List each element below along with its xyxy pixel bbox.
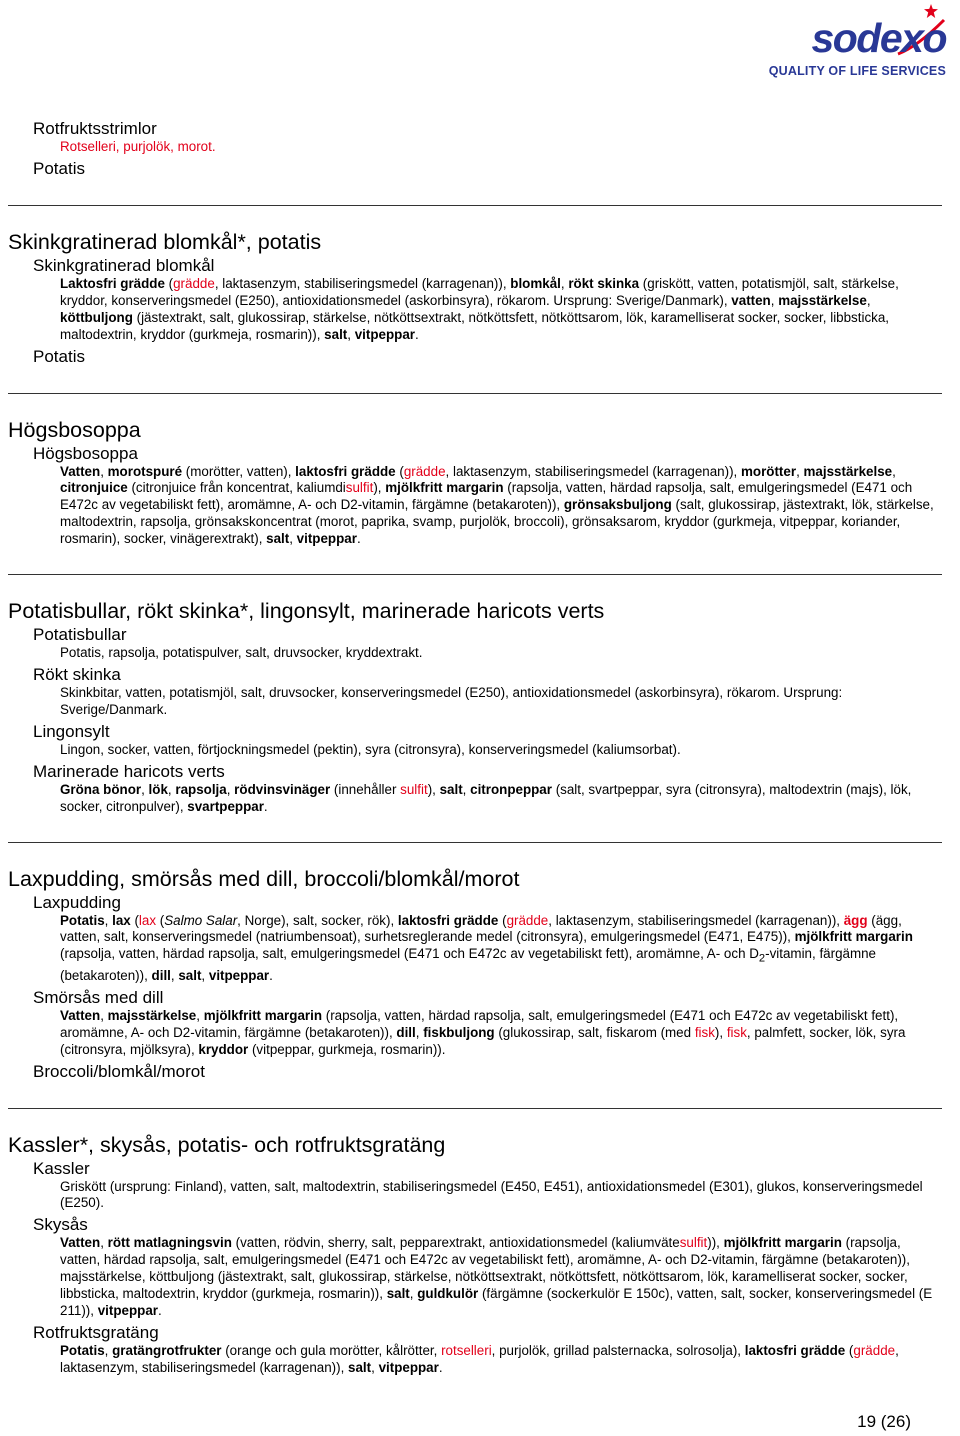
ingredient-text: , bbox=[462, 781, 471, 797]
ingredient-text: (färgämne (sockerkulör E 150c), vatten, salt, socker, konserveringsmedel (E 211)), bbox=[60, 1286, 933, 1318]
ingredient-text: rökt skinka bbox=[568, 275, 640, 291]
ingredient-text: ), bbox=[373, 480, 386, 496]
ingredient-text: ( bbox=[395, 463, 404, 479]
ingredient-text: , bbox=[170, 967, 179, 983]
section-divider bbox=[8, 205, 942, 206]
ingredient-text: , bbox=[415, 1024, 424, 1040]
ingredient-text: fiskbuljong bbox=[423, 1024, 495, 1040]
ingredient-text: , bbox=[770, 292, 779, 308]
ingredient-text: (ägg, vatten, salt, konserveringsmedel (natriumbensoat), surhetsreglerande medel (citronsyra), emulgeringsmedel (E471, E475)), bbox=[60, 912, 902, 945]
component-name: Skinkgratinerad blomkål bbox=[33, 255, 215, 275]
ingredient-list bbox=[0, 1235, 960, 1320]
ingredient-text: salt bbox=[439, 781, 463, 797]
ingredient-text: (rapsolja, vatten, härdad rapsolja, salt, emulgeringsmedel (E471 och E472c av vegetabiliskt fett), aromämne, A- och D2-vitamin, färgämne (betakaroten)), majsstärkelse, köttbuljong (jästextrakt, salt, glukossirap, stärkelse, nötköttsextrakt, nötköttsfett, nötköttsarom, lök, karamelliserat socker, socker, libbsticka, maltodextrin, kryddor (gurkmeja, rosmarin)), bbox=[60, 1235, 910, 1302]
component-name: Smörsås med dill bbox=[33, 987, 164, 1007]
ingredient-text: , bbox=[892, 463, 896, 479]
ingredient-text: dill bbox=[396, 1024, 416, 1040]
menu-section bbox=[0, 574, 960, 815]
component-name: Broccoli/blomkål/morot bbox=[33, 1061, 205, 1081]
ingredient-text: morotspuré bbox=[107, 463, 183, 479]
ingredient-text: mjölkfritt margarin bbox=[723, 1235, 842, 1251]
component-name: Högsbosoppa bbox=[33, 443, 138, 463]
ingredient-text: salt bbox=[324, 326, 348, 342]
ingredient-text: ), bbox=[427, 781, 440, 797]
allergen-text: ägg bbox=[843, 912, 868, 928]
sodexo-logo bbox=[768, 4, 950, 80]
ingredient-text: (vatten, rödvin, sherry, salt, pepparextrakt, antioxidationsmedel (kaliumväte bbox=[231, 1235, 680, 1251]
ingredient-text: (citronjuice från koncentrat, kaliumdi bbox=[127, 480, 346, 496]
allergen-text: fisk bbox=[694, 1024, 715, 1040]
component-name: Rökt skinka bbox=[33, 664, 121, 684]
ingredient-text: (salt, svartpeppar, syra (citronsyra), maltodextrin (majs), lök, socker, citronpulver), bbox=[60, 781, 912, 814]
ingredient-text: grönsaksbuljong bbox=[563, 497, 672, 513]
ingredient-text: vitpeppar bbox=[378, 1359, 439, 1375]
ingredient-text: . bbox=[158, 1302, 162, 1318]
allergen-text: grädde bbox=[853, 1342, 896, 1358]
dish-title: Högsbosoppa bbox=[8, 417, 141, 442]
ingredient-text: , bbox=[196, 1007, 204, 1023]
ingredient-text: , bbox=[371, 1359, 379, 1375]
ingredient-text: Potatis bbox=[60, 1342, 105, 1358]
ingredient-text: Gröna bönor bbox=[60, 781, 142, 797]
ingredient-text: , purjolök, grillad palsternacka, solrosolja), bbox=[491, 1342, 745, 1358]
ingredient-text: mjölkfritt margarin bbox=[794, 929, 913, 945]
ingredient-text: Lingon, socker, vatten, förtjockningsmedel (pektin), syra (citronsyra), konserveringsmedel (kaliumsorbat). bbox=[60, 741, 681, 757]
component-name: Potatisbullar bbox=[33, 625, 127, 645]
ingredient-text: . bbox=[438, 1359, 443, 1375]
ingredient-text: , bbox=[409, 1286, 418, 1302]
ingredient-list bbox=[0, 645, 960, 662]
ingredient-text: Potatis, rapsolja, potatispulver, salt, druvsocker, kryddextrakt. bbox=[60, 645, 423, 661]
ingredient-text: (morötter, vatten), bbox=[182, 463, 296, 479]
component-name: Skysås bbox=[33, 1215, 88, 1235]
component-name: Potatis bbox=[33, 158, 85, 178]
ingredient-text: , bbox=[100, 463, 108, 479]
ingredient-list bbox=[0, 742, 960, 759]
ingredient-text: vitpeppar bbox=[354, 326, 415, 342]
ingredient-text: mjölkfritt margarin bbox=[203, 1007, 323, 1023]
ingredient-text: Vatten bbox=[60, 1235, 101, 1251]
menu-section bbox=[0, 205, 960, 367]
ingredient-text: Vatten bbox=[60, 1007, 101, 1023]
ingredient-text: (rapsolja, vatten, härdad rapsolja, salt, emulgeringsmedel (E471 och E472c av vegetabiliskt fett), aromämne, A- och D2-vitamin, färgämne (betakaroten)), bbox=[60, 480, 913, 513]
ingredient-text: (glukossirap, salt, fiskarom (med bbox=[494, 1024, 695, 1040]
dish-title: Potatisbullar, rökt skinka*, lingonsylt, marinerade haricots verts bbox=[8, 599, 605, 624]
allergen-text: grädde bbox=[403, 463, 446, 479]
ingredient-text: , laktasenzym, stabiliseringsmedel (karragenan)), bbox=[548, 912, 844, 928]
allergen-text: sulfit bbox=[679, 1235, 708, 1251]
ingredient-list bbox=[0, 685, 960, 719]
ingredient-text: salt bbox=[266, 531, 290, 547]
ingredient-text: -vitamin, färgämne (betakaroten)), bbox=[60, 946, 877, 983]
ingredient-text: svartpeppar bbox=[187, 798, 264, 814]
ingredient-text: , bbox=[104, 912, 113, 928]
ingredient-text: vitpeppar bbox=[296, 531, 357, 547]
ingredient-text: mjölkfritt margarin bbox=[385, 480, 504, 496]
dish-title: Kassler*, skysås, potatis- och rotfruktsgratäng bbox=[8, 1132, 446, 1157]
ingredient-list bbox=[0, 276, 960, 344]
ingredient-text: Vatten bbox=[60, 463, 101, 479]
ingredient-text: (orange och gula morötter, kålrötter, bbox=[221, 1342, 442, 1358]
ingredient-text: vatten bbox=[731, 292, 771, 308]
allergen-text: grädde bbox=[506, 912, 549, 928]
ingredient-text: vitpeppar bbox=[208, 967, 270, 983]
ingredient-text: gratängrotfrukter bbox=[112, 1342, 222, 1358]
ingredient-text: , bbox=[201, 967, 209, 983]
ingredient-list bbox=[0, 464, 960, 549]
menu-content bbox=[0, 118, 960, 1379]
component-name: Laxpudding bbox=[33, 892, 121, 912]
allergen-text: fisk bbox=[726, 1024, 747, 1040]
ingredient-text: (rapsolja, vatten, härdad rapsolja, salt, emulgeringsmedel (E471 och E472c av vegetabiliskt fett), aromämne, A- och D bbox=[60, 946, 759, 962]
allergen-text: lax bbox=[138, 912, 157, 928]
menu-section bbox=[0, 393, 960, 549]
ingredient-text: . bbox=[269, 967, 273, 983]
brand-name: sodexo bbox=[811, 15, 946, 61]
component-name: Rotfruktsgratäng bbox=[33, 1322, 159, 1342]
ingredient-list bbox=[0, 139, 960, 156]
ingredient-text: , bbox=[289, 531, 297, 547]
menu-section bbox=[0, 1108, 960, 1377]
allergen-text: grädde bbox=[173, 275, 215, 291]
allergen-text: sulfit bbox=[345, 480, 374, 496]
ingredient-list bbox=[0, 1343, 960, 1377]
ingredient-text: Laktosfri grädde bbox=[60, 275, 165, 291]
allergen-text: Rotselleri, purjolök, morot. bbox=[60, 139, 216, 154]
ingredient-text: , bbox=[560, 275, 569, 291]
component-name: Rotfruktsstrimlor bbox=[33, 119, 157, 138]
ingredient-text: (vitpeppar, gurkmeja, rosmarin)). bbox=[248, 1041, 446, 1057]
section-divider bbox=[8, 393, 942, 394]
ingredient-text: , bbox=[796, 463, 804, 479]
ingredient-text: (salt, glukossirap, jästextrakt, lök, stärkelse, maltodextrin, rapsolja, grönsakskoncentrat (morot, paprika, svamp, purjolök, broccoli), grönsaksarom, kryddor (gurkmeja, vitpeppar, koriander, rosmarin), socker, vinägerextrakt), bbox=[60, 497, 934, 547]
ingredient-text: ( bbox=[156, 912, 165, 928]
ingredient-text: laktosfri grädde bbox=[744, 1342, 846, 1358]
ingredient-text: , bbox=[100, 1007, 108, 1023]
ingredient-text: , bbox=[104, 1342, 113, 1358]
ingredient-text: , laktasenzym, stabiliseringsmedel (karragenan)), bbox=[60, 1342, 899, 1375]
section-divider bbox=[8, 842, 942, 843]
ingredient-text: lax bbox=[112, 912, 131, 928]
ingredient-text: , bbox=[226, 781, 235, 797]
ingredient-text: , bbox=[141, 781, 149, 797]
ingredient-text: , bbox=[347, 326, 355, 342]
ingredient-list bbox=[0, 782, 960, 816]
ingredient-text: 2 bbox=[758, 952, 766, 965]
brand-tagline: QUALITY OF LIFE SERVICES bbox=[768, 64, 946, 78]
component-name: Marinerade haricots verts bbox=[33, 761, 225, 781]
ingredient-text: )), bbox=[707, 1235, 724, 1251]
component-name: Potatis bbox=[33, 346, 85, 366]
ingredient-text: , bbox=[100, 1235, 108, 1251]
ingredient-list bbox=[0, 913, 960, 985]
ingredient-text: dill bbox=[151, 967, 171, 983]
ingredient-text: , laktasenzym, stabiliseringsmedel (karragenan)), bbox=[214, 275, 511, 291]
allergen-text: rotselleri bbox=[441, 1342, 492, 1358]
section-divider bbox=[8, 574, 942, 575]
ingredient-text: blomkål bbox=[510, 275, 561, 291]
ingredient-text: majsstärkelse bbox=[107, 1007, 197, 1023]
ingredient-list bbox=[0, 1179, 960, 1213]
ingredient-text: , bbox=[866, 292, 871, 308]
ingredient-text: . bbox=[356, 531, 361, 547]
ingredient-text: kryddor bbox=[198, 1041, 249, 1057]
ingredient-text: Skinkbitar, vatten, potatismjöl, salt, druvsocker, konserveringsmedel (E250), antioxidationsmedel (askorbinsyra), rökarom. Ursprung: Sverige/Danmark. bbox=[60, 684, 843, 717]
ingredient-text: lök bbox=[148, 781, 168, 797]
ingredient-text: köttbuljong bbox=[60, 309, 133, 325]
ingredient-text: ( bbox=[164, 275, 174, 291]
ingredient-text: majsstärkelse bbox=[803, 463, 893, 479]
ingredient-text: vitpeppar bbox=[97, 1302, 158, 1318]
dish-title: Skinkgratinerad blomkål*, potatis bbox=[8, 229, 322, 254]
ingredient-text: salt bbox=[178, 967, 202, 983]
ingredient-text: ), bbox=[714, 1024, 727, 1040]
ingredient-text: Griskött (ursprung: Finland), vatten, salt, maltodextrin, stabiliseringsmedel (E450, E451), antioxidationsmedel (E301), glukos, konserveringsmedel (E250). bbox=[60, 1178, 923, 1211]
ingredient-list bbox=[0, 1008, 960, 1059]
component-name: Kassler bbox=[33, 1158, 90, 1178]
ingredient-text: (innehåller bbox=[330, 781, 401, 797]
ingredient-text: citronjuice bbox=[60, 480, 128, 496]
dish-title: Laxpudding, smörsås med dill, broccoli/blomkål/morot bbox=[8, 866, 520, 891]
ingredient-text: ( bbox=[130, 912, 139, 928]
ingredient-text: (griskött, vatten, potatismjöl, salt, stärkelse, kryddor, konserveringsmedel (E250), antioxidationsmedel (askorbinsyra), rökarom. Ursprung: Sverige/Danmark), bbox=[60, 275, 899, 308]
ingredient-text: laktosfri grädde bbox=[295, 463, 396, 479]
ingredient-text: laktosfri grädde bbox=[397, 912, 499, 928]
ingredient-text: ( bbox=[498, 912, 507, 928]
ingredient-text: Salmo Salar bbox=[164, 912, 238, 928]
menu-section bbox=[0, 118, 960, 179]
ingredient-text: , palmfett, socker, lök, syra (citronsyra, mjölksyra), bbox=[60, 1024, 906, 1057]
ingredient-text: morötter bbox=[741, 463, 797, 479]
component-name: Lingonsylt bbox=[33, 721, 110, 741]
ingredient-text: . bbox=[414, 326, 419, 342]
ingredient-text: majsstärkelse bbox=[778, 292, 867, 308]
section-divider bbox=[8, 1108, 942, 1109]
ingredient-text: ( bbox=[845, 1342, 854, 1358]
ingredient-text: , Norge), salt, socker, rök), bbox=[237, 912, 398, 928]
ingredient-text: citronpeppar bbox=[470, 781, 552, 797]
ingredient-text: rött matlagningsvin bbox=[107, 1235, 232, 1251]
ingredient-text: . bbox=[263, 798, 268, 814]
ingredient-text: (jästextrakt, salt, glukossirap, stärkelse, nötköttsextrakt, nötköttsfett, nötköttsarom, lök, karamelliserat socker, socker, libbsticka, maltodextrin, kryddor (gurkmeja, rosmarin)), bbox=[60, 309, 890, 342]
ingredient-text: , laktasenzym, stabiliseringsmedel (karragenan)), bbox=[445, 463, 741, 479]
ingredient-text: Potatis bbox=[60, 912, 105, 928]
ingredient-text: guldkulör bbox=[417, 1286, 479, 1302]
ingredient-text: , bbox=[167, 781, 176, 797]
ingredient-text: salt bbox=[386, 1286, 410, 1302]
ingredient-text: rödvinsvinäger bbox=[234, 781, 331, 797]
ingredient-text: (rapsolja, vatten, härdad rapsolja, salt, emulgeringsmedel (E471 och E472c av vegetabiliskt fett), aromämne, A- och D2-vitamin, färgämne (betakaroten)), bbox=[60, 1007, 899, 1040]
ingredient-text: rapsolja bbox=[175, 781, 227, 797]
page-number: 19 (26) bbox=[857, 1412, 911, 1431]
ingredient-text: salt bbox=[348, 1359, 372, 1375]
allergen-text: sulfit bbox=[400, 781, 428, 797]
menu-section bbox=[0, 842, 960, 1082]
